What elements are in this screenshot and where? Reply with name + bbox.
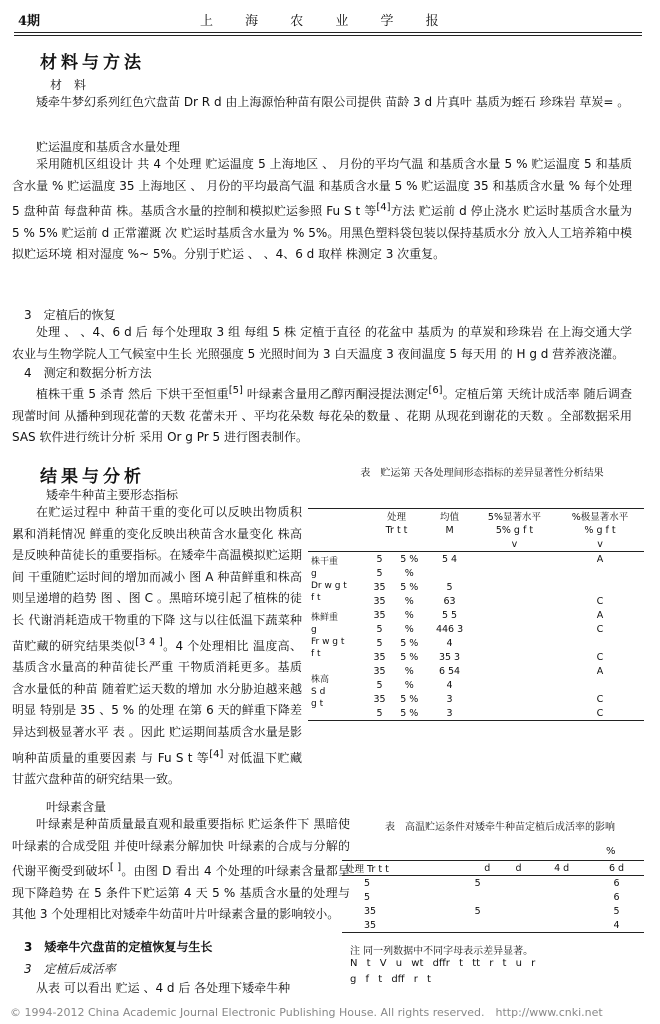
moisture-cell (472, 890, 503, 904)
moisture-cell: % (404, 595, 414, 607)
mean-cell: 5 (446, 581, 453, 593)
row-group-label-line: S d (311, 687, 326, 697)
header-rule-thin (14, 35, 642, 36)
subheading-materials: 材 料 (50, 78, 87, 92)
row-group-label-line: g t (311, 699, 324, 709)
table-header-cell: 6 d (589, 861, 644, 876)
sig5-cell (473, 580, 556, 594)
temperature-cell: 5 (367, 706, 392, 721)
table-header-cell: % g f t (584, 524, 616, 536)
table-header-cell: Tr t t (385, 524, 408, 536)
sig1-cell: C (596, 651, 604, 663)
sig1-cell: C (596, 595, 604, 607)
table-row (308, 608, 644, 622)
temperature-cell: 35 (364, 905, 377, 917)
value-cell (503, 876, 534, 891)
table-header-cell (308, 537, 367, 552)
mean-cell: 6 54 (438, 665, 461, 677)
table2-note: 注 同一列数据中不同字母表示差异显著。 (350, 946, 534, 957)
table-header-cell: %极显著水平 (556, 509, 644, 524)
table-row (308, 664, 644, 678)
value-cell (534, 890, 589, 904)
paragraph-recovery: 处理 、 、4、6 d 后 每个处理取 3 组 每组 5 株 定植于直径 的花盆中 基质为 的草炭和珍珠岩 在上海交通大学农业与生物学院人工气候室中生长 光照强度 5 光照时间为 3 白天温度 3 夜间温度 5 每天用 的 H g d 营养液浇灌。 (12, 325, 632, 361)
table2-unit: % (606, 846, 616, 857)
table-header-cell: v (556, 537, 644, 552)
table-header-cell (367, 537, 473, 552)
temperature-cell: 5 (376, 623, 383, 635)
row-group-label-line: 株干重 (311, 557, 339, 567)
paragraph-morphology: 在贮运过程中 种苗干重的变化可以反映出物质积累和消耗情况 鲜重的变化反映出秧苗含水量变化 株高是反映种苗徒长的重要指标。在矮牵牛高温模拟贮运期间 干重随贮运时间的增加而减小 图 A 种苗鲜重和株高则呈递增的趋势 图 、图 C 。黑暗环境引起了植株的徒长 代谢消耗造成干物重的下降 这与以往低温下蔬菜种苗贮藏的研究结果类似[3 4 ]。4 个处理相比 温度高、基质含水量高的种苗徒长严重 干物质消耗更多。基质含水量低的种苗 随着贮运天数的增加 水分胁迫越来越明显 特别是 35 、5 % 的处理 在第 6 天的鲜重下降差异达到极显著水平 表 。因此 贮运期间基质含水量是影响种苗质量的重要因素 与 Fu S t 等[4] 对低温下贮藏甘蓝穴盘种苗的研究结果一致。 (12, 505, 302, 787)
value-cell: 5 (613, 905, 620, 917)
citation: [6] (428, 385, 443, 396)
row-group-label-line: 株鲜重 (311, 613, 339, 623)
sig5-cell (473, 636, 556, 650)
sig1-cell: A (596, 665, 604, 677)
temperature-cell: 5 (364, 891, 371, 903)
moisture-cell: 5 % (400, 553, 419, 565)
temperature-cell: 35 (373, 595, 386, 607)
sig1-cell (556, 636, 644, 650)
table-row (308, 552, 644, 567)
sig5-cell (473, 566, 556, 580)
mean-cell: 446 3 (435, 623, 464, 635)
sig5-cell (473, 664, 556, 678)
mean-cell: 63 (443, 595, 456, 607)
table1-caption: 表 贮运第 天各处理间形态指标的差异显著性分析结果 (360, 468, 604, 479)
sig1-cell: C (596, 693, 604, 705)
temperature-cell: 35 (373, 693, 386, 705)
subheading-storage: 贮运温度和基质含水量处理 (36, 140, 181, 154)
sig1-cell (556, 678, 644, 692)
value-cell: 6 (613, 891, 620, 903)
row-group-label (308, 552, 367, 609)
mean-cell: 4 (446, 637, 453, 649)
temperature-cell: 5 (364, 877, 371, 889)
sig1-cell: A (596, 553, 604, 565)
value-cell: 6 (613, 877, 620, 889)
table-row (342, 890, 644, 904)
citation: [ ] (109, 862, 122, 874)
row-group-label (308, 608, 367, 664)
moisture-cell: 5 % (400, 651, 419, 663)
table-header-row (342, 861, 644, 876)
moisture-cell: 5 % (400, 581, 419, 593)
table-header-cell: 5%显著水平 (473, 509, 556, 524)
sig1-cell: C (596, 623, 604, 635)
mean-cell: 4 (446, 679, 453, 691)
sig5-cell (473, 706, 556, 721)
sig1-cell (556, 566, 644, 580)
paragraph-analysis: 植株干重 5 杀青 然后 下烘干至恒重[5] 叶绿素含量用乙醇丙酮浸提法测定[6]。定植后第 天统计成活率 随后调查现蕾时间 从播种到现花蕾的天数 花蕾未开 、平均花朵数 每花朵的数量 、花期 从现花到谢花的天数 。全部数据采用 SAS 软件进行统计分析 采用 Or g Pr 5 进行图表制作。 (12, 385, 632, 445)
moisture-cell: % (404, 665, 414, 677)
temperature-cell: 5 (376, 637, 383, 649)
table2-note-en: N t V u wt dffr t tt r t u r (350, 958, 536, 969)
journal-title: 上 海 农 业 学 报 (200, 14, 453, 29)
table-header-cell: v (473, 537, 556, 552)
row-group-label-line: Fr w g t (311, 637, 345, 647)
value-cell (534, 904, 589, 918)
temperature-cell: 35 (342, 918, 472, 933)
table-row (342, 918, 644, 933)
sig1-cell (556, 580, 644, 594)
moisture-cell: 5 % (392, 706, 426, 721)
sig5-cell (473, 692, 556, 706)
value-cell (503, 904, 534, 918)
moisture-cell: 5 (474, 905, 481, 917)
table-header-row (308, 523, 644, 537)
row-group-label-line: 株高 (311, 675, 330, 685)
table-morphology-significance (308, 508, 644, 721)
moisture-cell: % (404, 623, 414, 635)
table-row (342, 904, 644, 918)
table-header-cell: d (472, 861, 503, 876)
sig5-cell (473, 594, 556, 608)
sig5-cell (473, 608, 556, 622)
header-rule (14, 32, 642, 33)
mean-cell: 5 5 (441, 609, 458, 621)
mean-cell: 3 (426, 706, 473, 721)
temperature-cell: 35 (373, 609, 386, 621)
table2-caption: 表 高温贮运条件对矮牵牛种苗定植后成活率的影响 (385, 822, 615, 833)
value-cell (534, 876, 589, 891)
mean-cell: 5 4 (441, 553, 458, 565)
paragraph-storage: 采用随机区组设计 共 4 个处理 贮运温度 5 上海地区 、 月份的平均气温 和基质含水量 5 % 贮运温度 5 和基质含水量 % 贮运温度 35 上海地区 、 月份的平均最高气温 和基质含水量 5 % 贮运温度 35 和基质含水量 % 每个处理 5 盘种苗 每盘种苗 株。基质含水量的控制和模拟贮运参照 Fu S t 等[4]方法 贮运前 d 停止浇水 贮运时基质含水量为 5 % 5% 贮运前 d 正常灌溉 次 贮运时基质含水量为 % 5%。用黑色塑料袋包装以保持基质水分 放入人工培养箱中模拟贮运环境 相对湿度 %~ 5%。分别于贮运 、 、4、6 d 取样 株测定 3 次重复。 (12, 157, 632, 262)
table-survival-rate (342, 860, 644, 933)
table-header-cell (308, 523, 367, 537)
copyright-footer: © 1994-2012 China Academic Journal Electronic Publishing House. All rights reserved. http://www.cnki.net (10, 1006, 603, 1019)
subheading-survival: 3 定植后成活率 (24, 962, 116, 976)
row-group-label-line: Dr w g t (311, 581, 347, 591)
subheading-morphology: 矮牵牛种苗主要形态指标 (46, 488, 179, 502)
row-group-label-line: g (311, 569, 317, 579)
table-header-cell: 处理 (367, 509, 426, 524)
table-header-row (308, 509, 644, 524)
mean-cell (426, 566, 473, 580)
moisture-cell (472, 918, 503, 933)
value-cell (503, 918, 534, 933)
moisture-cell: % (404, 609, 414, 621)
paragraph-materials: 矮牵牛梦幻系列红色穴盘苗 Dr R d 由上海源怡种苗有限公司提供 苗龄 3 d 片真叶 基质为蛭石 珍珠岩 草炭= 。 (36, 95, 630, 109)
citation: [3 4 ] (135, 636, 163, 648)
sig1-cell: C (556, 706, 644, 721)
paragraph-chlorophyll: 叶绿素是种苗质量最直观和最重要指标 贮运条件下 黑暗使叶绿素的合成受阻 并使叶绿素分解加快 叶绿素的合成与分解的代谢平衡受到破坏[ ]。由图 D 看出 4 个处理的叶绿素含量都呈现下降趋势 在 5 条件下贮运第 4 天 5 % 基质含水量的处理与其他 3 个处理相比对矮牵牛幼苗叶片叶绿素含量的影响较小。 (12, 817, 350, 922)
sig5-cell (473, 622, 556, 636)
table-header-cell (308, 509, 367, 524)
subheading-recovery-growth: 3 矮牵牛穴盘苗的定植恢复与生长 (24, 940, 213, 954)
sig1-cell: A (596, 609, 604, 621)
value-cell (534, 918, 589, 933)
citation: [4] (209, 748, 224, 760)
temperature-cell: 35 (373, 581, 386, 593)
temperature-cell: 35 (373, 651, 386, 663)
value-cell: 4 (589, 918, 644, 933)
table-row (342, 876, 644, 891)
sig5-cell (473, 552, 556, 567)
section-title-methods: 材料与方法 (40, 53, 145, 73)
temperature-cell: 5 (376, 679, 383, 691)
table-header-cell: 处理 Tr t t (342, 861, 472, 876)
table-header-cell: 均值 (426, 509, 473, 524)
sig5-cell (473, 650, 556, 664)
row-group-label-line: f t (311, 649, 321, 659)
subheading-analysis: 4 测定和数据分析方法 (24, 366, 152, 380)
paragraph-survival: 从表 可以看出 贮运 、4 d 后 各处理下矮牵牛种 (36, 981, 291, 995)
table-header-row (308, 537, 644, 552)
row-group-label-line: f t (311, 593, 321, 603)
table-header-cell: 5% g f t (495, 524, 534, 536)
subheading-recovery: 3 定植后的恢复 (24, 308, 116, 322)
temperature-cell: 35 (373, 665, 386, 677)
subheading-chlorophyll: 叶绿素含量 (46, 800, 107, 814)
table-header-cell: 4 d (534, 861, 589, 876)
temperature-cell: 5 (376, 567, 383, 579)
moisture-cell: % (404, 679, 414, 691)
row-group-label (308, 664, 367, 721)
citation: [4] (376, 202, 391, 214)
value-cell (503, 890, 534, 904)
table-header-cell: d (503, 861, 534, 876)
mean-cell: 3 (446, 693, 453, 705)
citation: [5] (228, 385, 243, 396)
moisture-cell: 5 % (400, 693, 419, 705)
moisture-cell: 5 % (400, 637, 419, 649)
moisture-cell: % (404, 567, 414, 579)
sig5-cell (473, 678, 556, 692)
temperature-cell: 5 (376, 553, 383, 565)
moisture-cell: 5 (474, 877, 481, 889)
table2-note-en2: g f t dff r t (350, 974, 431, 985)
row-group-label-line: g (311, 625, 317, 635)
section-title-results: 结果与分析 (40, 467, 145, 487)
mean-cell: 35 3 (438, 651, 461, 663)
table-header-cell: M (445, 524, 454, 536)
issue-number: 4期 (18, 14, 41, 29)
